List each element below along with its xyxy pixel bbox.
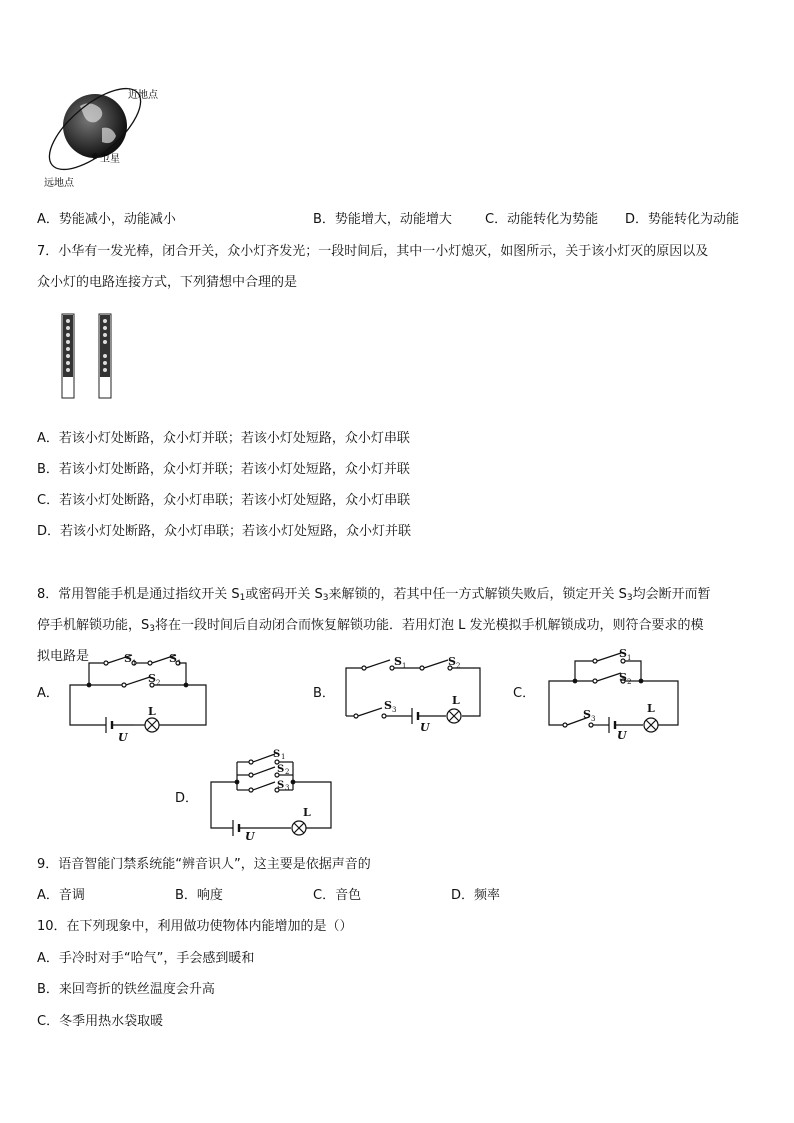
q7-option-a: A．若该小灯处断路，众小灯并联；若该小灯处短路，众小灯串联 [37,431,410,446]
circuit-b [340,648,490,733]
svg-text:1: 1 [177,659,182,667]
circuit-option-d-letter: D． [175,791,199,806]
q7-option-c: C．若该小灯处断路，众小灯串联；若该小灯处短路，众小灯串联 [37,493,411,508]
q7-option-d: D．若该小灯处断路，众小灯串联；若该小灯处短路，众小灯并联 [37,524,412,539]
circuit-c [543,645,688,740]
svg-text:U: U [118,731,128,744]
q9-stem: 9．语音智能门禁系统能“辨音识人”，这主要是依据声音的 [37,857,371,872]
earth [63,94,127,158]
satellite-label: 卫星 [100,154,120,165]
svg-text:S: S [148,672,156,685]
q9-option-b: B．响度 [175,888,223,903]
svg-text:U: U [617,729,627,740]
svg-text:S: S [124,652,132,665]
q10-option-a: A．手冷时对手“哈气”，手会感到暖和 [37,951,255,966]
svg-text:S: S [273,749,281,760]
q9-option-d: D．频率 [451,888,501,903]
svg-text:S: S [277,780,285,791]
glow-stick-figure [58,312,128,402]
svg-text:2: 2 [627,678,632,686]
q7-option-b: B．若该小灯处断路，众小灯并联；若该小灯处短路，众小灯并联 [37,462,410,477]
svg-text:L: L [303,806,311,819]
q8-stem-line1: 8．常用智能手机是通过指纹开关 $S_1$或密码开关 $S_3$来解锁的，若其中任一方式解锁失败后，锁定开关 $S_3$均会断开而暂 [37,587,711,603]
circuit-d [205,748,340,840]
q10-stem: 10．在下列现象中，利用做功使物体内能增加的是（） [37,919,353,934]
circuit-a [64,645,214,745]
svg-text:1: 1 [627,654,632,662]
q9-option-c: C．音色 [313,888,362,903]
q10-option-c: C．冬季用热水袋取暖 [37,1014,164,1029]
q6-option-b: B．势能增大，动能增大 [313,212,452,227]
circuit-option-b-letter: B． [313,686,335,701]
glow-stick-one-off [99,314,111,398]
apogee-label: 远地点 [44,178,74,189]
svg-text:U: U [245,830,255,840]
q8-stem-line3: 拟电路是 [37,649,90,664]
circuit-option-c-letter: C． [513,686,536,701]
svg-text:2: 2 [285,768,290,776]
q6-option-c: C．动能转化为势能 [485,212,599,227]
svg-text:L: L [452,694,460,707]
svg-text:S: S [619,647,627,660]
q8-stem-line2-text: 停手机解锁功能，$S_3$将在一段时间后自动闭合而恢复解锁功能．若用灯泡 L 发光模拟手机解锁成功，则符合要求的模 [37,618,704,634]
satellite-dot [92,153,98,159]
svg-text:S: S [394,655,402,668]
svg-text:2: 2 [156,679,161,687]
svg-text:S: S [169,652,177,665]
q6-option-d: D．势能转化为动能 [625,212,740,227]
svg-text:1: 1 [402,662,407,670]
q7-stem-line2: 众小灯的电路连接方式，下列猜想中合理的是 [37,275,298,290]
svg-text:U: U [420,721,430,733]
q9-option-a: A．音调 [37,888,85,903]
svg-text:3: 3 [392,706,397,714]
circuit-option-a-letter: A． [37,686,59,701]
svg-text:S: S [583,708,591,721]
svg-text:1: 1 [132,659,137,667]
svg-text:S: S [619,671,627,684]
svg-text:3: 3 [591,715,596,723]
svg-text:L: L [647,702,655,715]
glow-stick-lit [62,314,74,398]
earth-orbit-figure [40,84,170,192]
earth-orbit-diagram [40,84,170,192]
svg-text:S: S [448,655,456,668]
q7-stem-line1: 7．小华有一发光棒，闭合开关，众小灯齐发光；一段时间后，其中一小灯熄灭，如图所示，关于该小灯灭的原因以及 [37,244,709,259]
svg-text:1: 1 [281,753,286,761]
svg-text:3: 3 [285,784,290,792]
q10-option-b: B．来回弯折的铁丝温度会升高 [37,982,215,997]
perigee-label: 近地点 [128,90,158,101]
svg-text:S: S [277,764,285,775]
svg-text:S: S [384,699,392,712]
svg-text:L: L [148,705,156,718]
svg-text:2: 2 [456,662,461,670]
q6-option-a: A．势能减小，动能减小 [37,212,176,227]
